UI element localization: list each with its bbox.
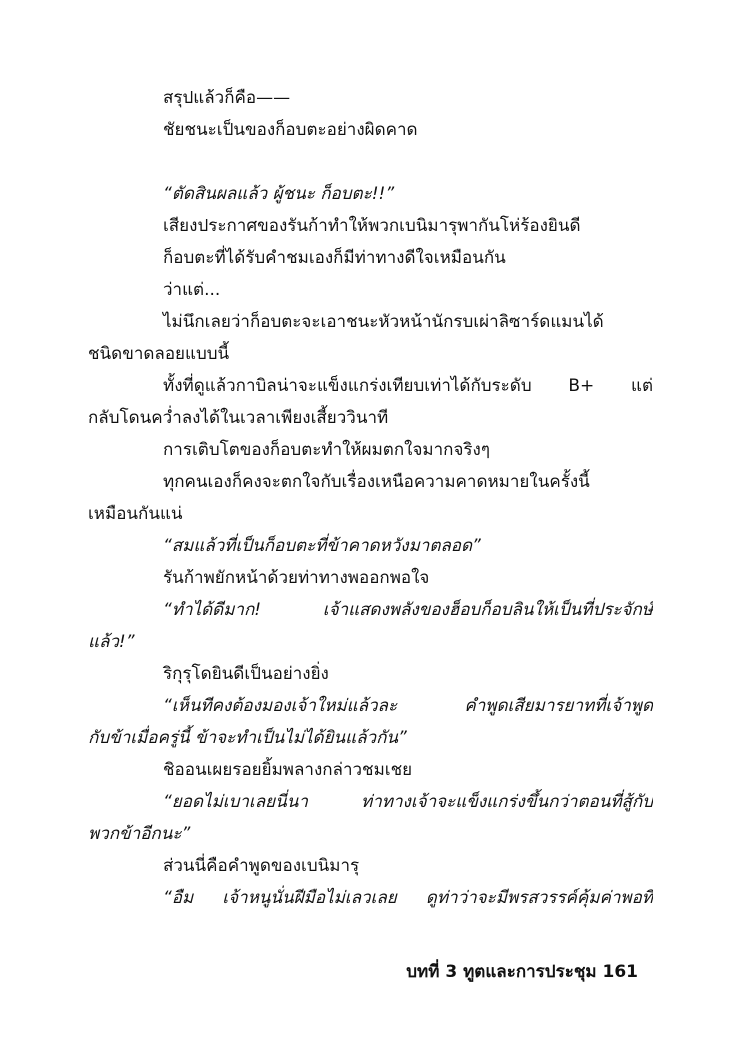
dialogue-line: “ยอดไม่เบาเลยนี่นา ท่าทางเจ้าจะแข็งแกร่งขึ้นกว่าตอนที่สู้กับ [163, 792, 653, 812]
dialogue-continuation: กับข้าเมื่อครู่นี้ ข้าจะทำเป็นไม่ได้ยินแล้วกัน” [88, 728, 407, 748]
paragraph-line: ก็อบตะที่ได้รับคำชมเองก็มีท่าทางดีใจเหมือนกัน [163, 248, 506, 268]
paragraph-line: เสียงประกาศของรันก้าทำให้พวกเบนิมารุพากันโห่ร้องยินดี [163, 216, 581, 236]
paragraph-line: ว่าแต่... [163, 280, 221, 300]
paragraph-line: ชัยชนะเป็นของก็อบตะอย่างผิดคาด [163, 120, 418, 140]
page-footer: บทที่ 3 ทูตและการประชุม 161 [406, 962, 638, 982]
dialogue-line: “ทำได้ดีมาก! เจ้าแสดงพลังของฮ็อบก็อบลินให้เป็นที่ประจักษ์ [163, 600, 653, 620]
body-text [88, 82, 653, 914]
paragraph-continuation: กลับโดนคว่ำลงได้ในเวลาเพียงเสี้ยววินาที [88, 408, 389, 428]
paragraph-continuation: ชนิดขาดลอยแบบนี้ [88, 344, 230, 364]
paragraph-line: รันก้าพยักหน้าด้วยท่าทางพออกพอใจ [163, 568, 430, 588]
paragraph-line: ริกุรุโดยินดีเป็นอย่างยิ่ง [163, 664, 329, 684]
paragraph-line: ส่วนนี่คือคำพูดของเบนิมารุ [163, 856, 360, 876]
paragraph-line: ทุกคนเองก็คงจะตกใจกับเรื่องเหนือความคาดหมายในครั้งนี้ [163, 472, 590, 492]
blank-line [88, 146, 653, 178]
dialogue-line: “ตัดสินผลแล้ว ผู้ชนะ ก็อบตะ!!” [163, 184, 395, 204]
dialogue-line: “สมแล้วที่เป็นก็อบตะที่ข้าคาดหวังมาตลอด” [163, 536, 481, 556]
dialogue-line: “เห็นทีคงต้องมองเจ้าใหม่แล้วละ คำพูดเสียมารยาทที่เจ้าพูด [163, 696, 653, 716]
dialogue-line: “อืม เจ้าหนูนั่นฝีมือไม่เลวเลย ดูท่าว่าจะมีพรสวรรค์คุ้มค่าพอที่ [163, 888, 653, 908]
paragraph-line: ไม่นึกเลยว่าก็อบตะจะเอาชนะหัวหน้านักรบเผ่าลิซาร์ดแมนได้ [163, 312, 604, 332]
dialogue-continuation: แล้ว!” [88, 632, 135, 652]
paragraph-continuation: เหมือนกันแน่ [88, 504, 183, 524]
paragraph-line: ทั้งที่ดูแล้วกาบิลน่าจะแข็งแกร่งเทียบเท่าได้กับระดับ B+ แต่ [163, 376, 653, 396]
paragraph-line: สรุปแล้วก็คือ—— [163, 88, 291, 108]
paragraph-line: การเติบโตของก็อบตะทำให้ผมตกใจมากจริงๆ [163, 440, 490, 460]
paragraph-line: ชิออนเผยรอยยิ้มพลางกล่าวชมเชย [163, 760, 413, 780]
dialogue-continuation: พวกข้าอีกนะ” [88, 824, 191, 844]
